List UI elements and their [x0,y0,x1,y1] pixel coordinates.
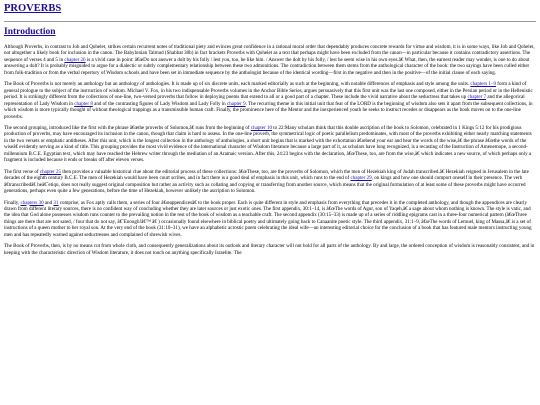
body-paragraph [4,125,536,164]
body-paragraph [4,200,536,239]
chapter-link[interactable]: chapter 25 [39,168,62,175]
paragraph-text: and of the contrasting figures of Lady Wisdom and Lady Folly in [92,100,227,107]
body-paragraph [4,44,536,76]
page-title-link[interactable]: PROVERBS [4,3,62,14]
paragraph-text: , on kings and how one should comport oneself in their presence. The verb â€transcribedâ€ heâ€ˆetiqu, does not really suggest original composition but rather an activity such as collating and copying or transferring from another source, which means that the original formulation of at least some of these proverbs might have occurred generations, perhaps even quite a few generations, before the time of Hezekiah, however unlikely the ascription to Solomon. [4,175,526,195]
body-paragraph [4,169,536,195]
paragraph-text: The Book of Proverbs, then, is by no means cut from whole cloth, and consequently generalizations about its outlook and literary character will not hold for all parts of the anthology. By and large, the ordered conception of wisdom is reasonably consistent, and in keeping with the characteristic direction of Wisdom literature, it does not touch on anything specifically Israelite. The [4,243,535,256]
page-title [4,2,536,16]
paragraph-text: and the allegorical representation of Lady Wisdom in [4,94,525,107]
chapter-link[interactable]: chapters 1–9 [470,81,497,88]
article-body [4,44,536,389]
chapter-link[interactable]: chapter 29 [350,175,372,182]
chapter-link[interactable]: chapter 9 [226,100,246,107]
chapter-link[interactable]: chapters 30 [20,199,44,206]
paragraph-text: is a vivid case in point: â€œDo not answer a dolt by his folly / lest you, too, be like him. / Answer the dolt by his folly, / lest he seem wise in his own eyes.â€ What, then, the earnest reader may wonder, is one to do about answering a dolt? It is probably misguided to argue for a dialectic or subtly complementary relationship between these two admonitions. The contradiction between them stems from the anthological character of the book: the two sayings have been culled either from folk-tradition or from the verbal repertory of Wisdom schools and have been set in immediate sequence by the anthologist because of the identical wording—first in the negative and then in the positive—of the initial clause of each saying. [4,56,530,76]
paragraph-text: Although Proverbs, in contrast to Job and Qohelet, strikes certain recurrent notes of traditional piety and evinces great confidence in a rational moral order that dependably produces concrete rewards for virtue and wisdom, it is in some ways, like Job and Qohelet, not altogether a likely book for inclusion in the canon. The Babylonian Talmud (Shabbat 30b) in fact brackets Proverbs with Qohelet as a text that perhaps might have been excluded from the canon—in particular because it contains contradictory assertions. The sequence of verses 4 and 5 in [4,44,535,63]
paragraph-text: form a kind of general prologue to the subject of the instruction of wisdom. Michael V. Fox, in his two indispensable Proverbs volumes in the Anchor Bible Series, argues persuasively that this first unit was the last one composed, either in the Persian period or in the Hellenistic period. It is strikingly different from the collections of one-line, two-versed proverbs that follow in deploying poems that extend to all or a good part of a chapter. These include the vivid narrative about the seductress that takes up [4,81,533,101]
chapter-link[interactable]: chapter 7 [467,94,487,101]
section-heading-link[interactable]: Introduction [4,27,56,37]
paragraph-text: comprise, as Fox aptly calls them, a series of four â€œappendicesâ€ to the book proper. Each is quite different in style and emphasis from everything that precedes it in the completed anthology, and though the appendices are clearly drawn from different literary sources, there is no confident way of concluding whether they are later sources or just exotic ones. The first appendix, 30:1–14, is â€œThe words of Agur, son of Yaqeh,â€ a sage about whom nothing is known. The style is vatic, and the idea that God alone possesses wisdom runs counter to the prevailing notion in the rest of the book of wisdom as a teachable craft. The second appendix (30:15–33) is made up of a series of riddling epigrams cast in a three-four numerical pattern (â€œThree things are there that are not sated, / four that do not say, â€˜Enough!â€™ â€ ) occasionally found elsewhere in biblical poetry and ultimately going back to Canaanite poetic style. The third appendix, 31:1–9, â€œThe words of Lemuel, king of Massa,â€ is a set of instructions of a queen mother to her royal son. At the very end of the book (31:10–31), we have an alphabetic acrostic poem celebrating the ideal wife—an interesting editorial choice for the conclusion of a book that has featured male mentors instructing young men and has repeatedly warned against seductresses and complained of shrewish wives. [4,199,532,238]
paragraph-text: . The recurring theme in this initial unit that fear of the LORD is the beginning of wisdom also sets it apart from the subsequent collections, in which wisdom is more typically thought of without theological trappings as a transmissible human craft. Finally, the prominence here of the Mentor and the inexperienced youth he seeks to instruct recedes or disappears as the book moves on to the one-line proverbs. [4,100,533,120]
paragraph-text: and [43,199,54,206]
paragraph-text: The first verse of [4,168,40,175]
body-paragraph [4,243,536,256]
section-heading [4,26,536,38]
chapter-link[interactable]: 31 [53,199,59,206]
paragraph-text: to 22:Many scholars think that this double ascription of the book to Solomon, celebrated in 1 Kings 5:12 for his prodigious production of proverbs, may have encouraged its inclusion in the canon, though that claim is hard to assess. In the one-line proverb, the symmetrical logic of poetic parallelism predominates, with most of the proverbs exhibiting either nearly matching statements in the two versets or emphatic antitheses. After this unit, which is the longest collection in the anthology of anthologies, a short unit begins that is marked with the exhortation â€œbend your ear and hear the words of the wise,â€ the phrase â€œthe words of the wiseâ€ evidently serving as a kind of title. This grouping provides the most vivid evidence of the international character of Wisdom literature because a large part of it, as scholars have long recognized, is a recasting of the Instruction of Amenemope, a second-millennium B.C.E. Egyptian text, which may have reached the Hebrew writer through the mediation of an Aramaic version. After this, 24:23 begins with the declaration, â€œThese, too, are from the wise,â€ which indicates a new source, of which perhaps only a fragment is included because it ends or breaks off after eleven verses. [4,124,532,164]
paragraph-text: then provides a valuable historical clue about the editorial process of these collections: â€œThese, too, are the proverbs of Solomon, which the men of Hezekiah king of Judah transcribed.â€ Hezekiah reigned in Jerusalem in the late decades of the eighth century B.C.E. The men of Hezekiah would have been court scribes, and in fact there is a good deal of emphasis in this unit, which runs to the end of [4,168,529,182]
title-divider [4,21,536,22]
paragraph-text: The Book of Proverbs is not merely an anthology but an anthology of anthologies. It is made up of six discrete units, each marked editorially as such at the beginning, with notable differences of emphasis and style among the units. [4,81,471,88]
body-paragraph [4,81,536,120]
chapter-link[interactable]: chapter 10 [250,124,272,131]
paragraph-text: The second grouping, introduced like the first with the phrase â€œthe proverbs of Solomon,â€ runs from the beginning of [4,124,251,131]
chapter-link[interactable]: chapter 26 [64,56,86,63]
chapter-link[interactable]: chapter 8 [74,100,93,107]
paragraph-text: Finally, [4,199,21,206]
